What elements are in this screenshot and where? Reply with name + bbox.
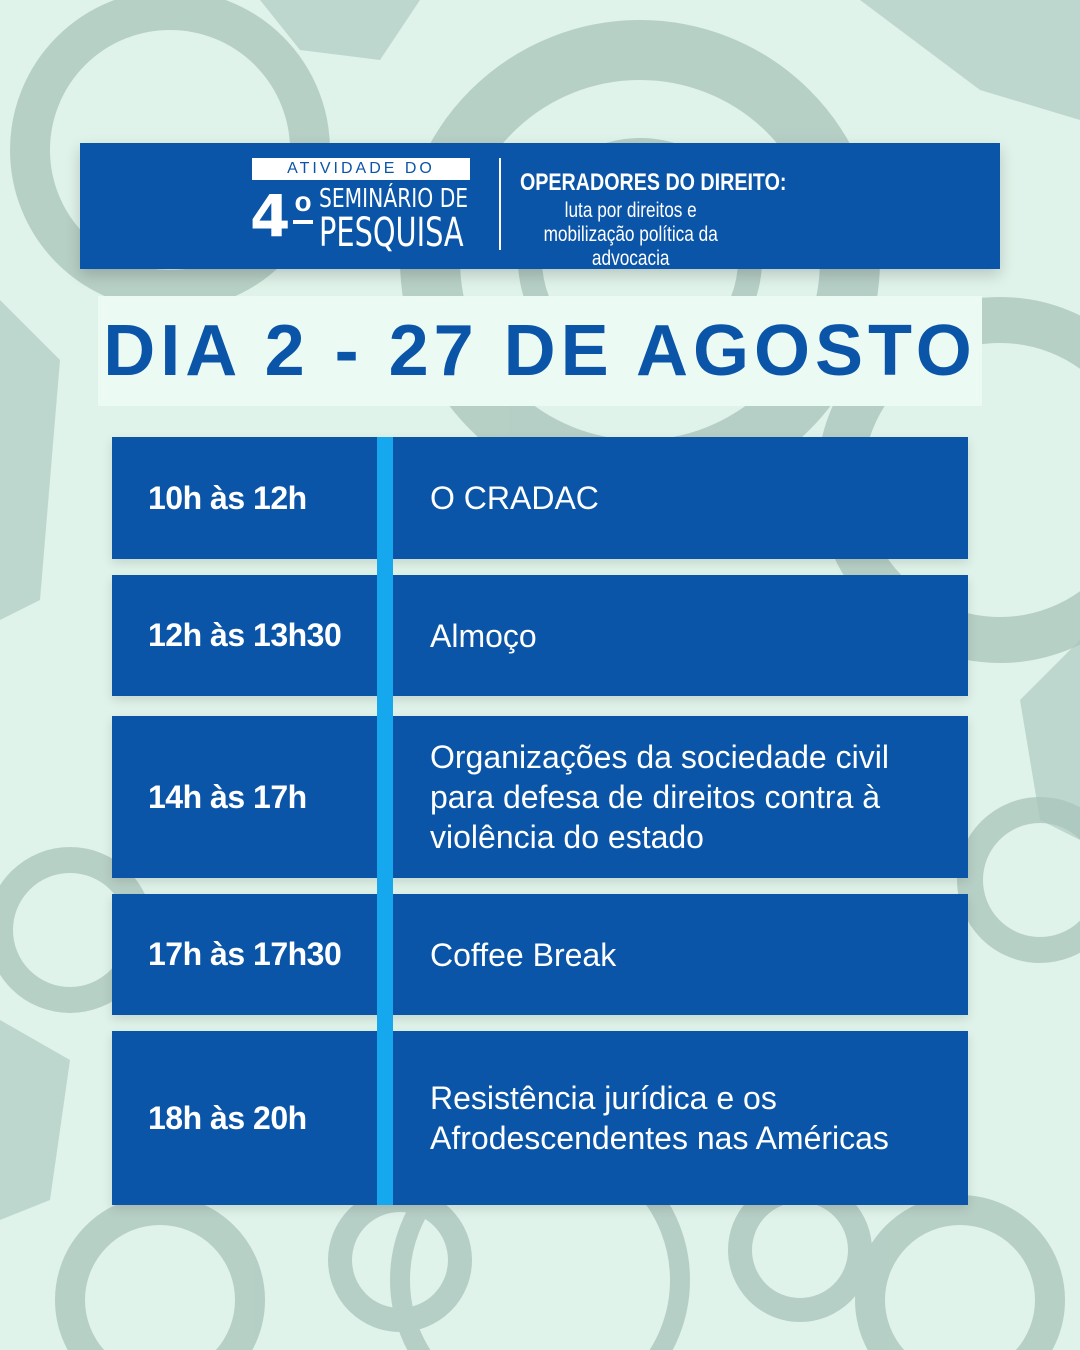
day-title-box <box>98 296 982 406</box>
seminar-name-line2: PESQUISA <box>319 210 464 256</box>
seminar-name-line1: SEMINÁRIO DE <box>319 184 469 214</box>
theme-subtitle: luta por direitos e mobilização política da advocacia <box>543 199 718 270</box>
schedule-row <box>112 716 968 878</box>
ordinal-indicator <box>289 187 317 231</box>
theme-title: OPERADORES DO DIREITO: <box>520 169 787 196</box>
ordinal-underline <box>293 220 313 224</box>
schedule-row <box>112 1031 968 1205</box>
schedule-event: Coffee Break <box>430 936 617 973</box>
schedule-time: 18h às 20h <box>148 1099 307 1136</box>
schedule-time: 10h às 12h <box>148 479 307 516</box>
schedule-event: Almoço <box>430 617 537 654</box>
schedule-divider-line <box>377 437 393 1205</box>
day-title: DIA 2 - 27 DE AGOSTO <box>103 311 977 391</box>
schedule-event: O CRADAC <box>430 480 599 516</box>
schedule-event: Resistência jurídica e os Afrodescendentes nas Américas <box>430 1080 889 1156</box>
seminar-number: 4 <box>250 182 289 250</box>
schedule-time: 12h às 13h30 <box>148 617 342 653</box>
ordinal-letter: o <box>294 186 312 217</box>
schedule-row <box>112 575 968 696</box>
schedule-row <box>112 437 968 559</box>
atividade-label: ATIVIDADE DO <box>252 158 470 180</box>
schedule-time: 14h às 17h <box>148 778 307 815</box>
schedule-time: 17h às 17h30 <box>148 936 342 972</box>
schedule-row <box>112 894 968 1015</box>
schedule-event: Organizações da sociedade civil para defesa de direitos contra à violência do estado <box>430 739 889 855</box>
seminar-header-banner <box>80 143 1000 269</box>
header-divider <box>499 158 501 250</box>
